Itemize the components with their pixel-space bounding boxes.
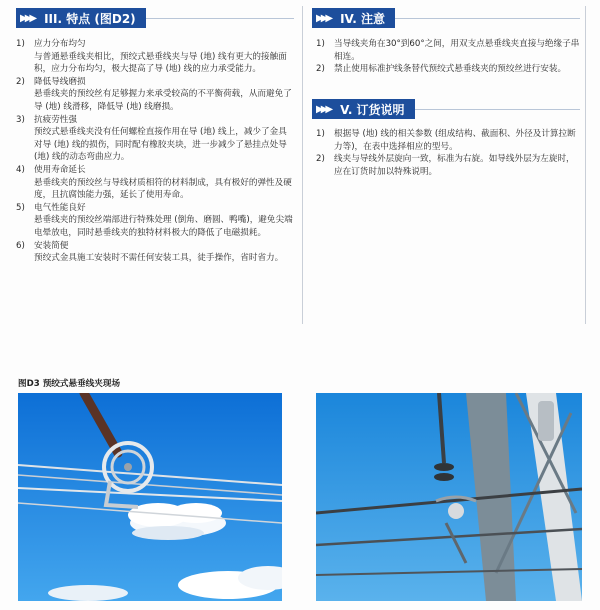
header-rule (395, 18, 580, 19)
list-item (16, 164, 294, 202)
item-number: 3) (16, 114, 25, 125)
right-border (585, 6, 586, 324)
header-rule (146, 18, 294, 19)
features-list (16, 38, 294, 265)
list-item (16, 202, 294, 240)
list-item (16, 76, 294, 114)
item-text: 线夹与导线外层旋向一致，标准为右旋。如导线外层为左旋时，应在订货时加以特殊说明。 (334, 154, 575, 177)
item-number: 5) (16, 202, 25, 213)
column-divider (302, 6, 303, 324)
features-title: III. 特点 (图D2) (44, 11, 136, 26)
item-text: 预绞式悬垂线夹没有任何螺栓直接作用在导 (地) 线上，减少了金具对导 (地) 线的损伤，同时配有橡胶夹块，进一步减少了悬挂点处导 (地) 线的动态弯曲应力。 (34, 127, 287, 163)
ordering-header (312, 99, 580, 119)
item-number: 2) (316, 154, 325, 165)
item-heading: 降低导线磨损 (34, 76, 86, 87)
chevrons-icon: ▶▶▶ (316, 12, 331, 24)
item-number: 1) (316, 39, 325, 49)
item-text: 禁止使用标准护线条替代预绞式悬垂线夹的预绞丝进行安装。 (334, 64, 567, 75)
ordering-list (316, 128, 582, 178)
list-item (16, 114, 294, 164)
ordering-title-box (312, 99, 415, 119)
features-title-box (16, 8, 146, 28)
list-item (16, 38, 294, 76)
notes-title: IV. 注意 (340, 11, 386, 26)
list-item (316, 63, 582, 76)
item-text: 悬垂线夹的预绞丝与导线材质相符的材料制成，具有极好的弹性及硬度，且抗腐蚀能力强，延长了使用寿命。 (34, 177, 292, 201)
list-item (316, 38, 582, 63)
item-text: 悬垂线夹的预绞丝端部进行特殊处理 (倒角、磨圆、鸭嘴)，避免尖端电晕放电，同时悬垂线夹的独特材料极大的降低了电磁损耗。 (34, 215, 293, 238)
item-number: 1) (316, 129, 325, 139)
site-photo-left (18, 393, 282, 601)
clamp-in-sky-image (18, 393, 282, 601)
item-number: 1) (16, 39, 25, 49)
item-text: 悬垂线夹的预绞丝有足够握力来承受较高的不平衡荷载，从而避免了导 (地) 线滑移，降低导 (地) 线磨损。 (34, 89, 292, 112)
list-item (316, 128, 582, 153)
item-heading: 应力分布均匀 (34, 39, 86, 49)
list-item (316, 153, 582, 178)
notes-header (312, 8, 580, 28)
clamp-on-tower-image (316, 393, 582, 601)
chevrons-icon: ▶▶▶ (20, 12, 35, 24)
chevrons-icon: ▶▶▶ (316, 103, 331, 115)
header-rule (415, 109, 580, 110)
item-number: 2) (316, 64, 325, 75)
item-text: 根据导 (地) 线的相关参数 (组成结构、截面积、外径及计算拉断力等)，在表中选择相应的型号。 (334, 129, 576, 152)
item-text: 与普通悬垂线夹相比，预绞式悬垂线夹与导 (地) 线有更大的接触面积，应力分布均匀，极大提高了导 (地) 线的应力承受能力。 (34, 51, 287, 75)
features-header (16, 8, 294, 28)
site-photo-right (316, 393, 582, 601)
item-heading: 电气性能良好 (34, 202, 86, 213)
list-item (16, 240, 294, 265)
item-number: 4) (16, 164, 25, 175)
item-heading: 抗疲劳性强 (34, 114, 77, 125)
notes-title-box (312, 8, 395, 28)
item-text: 预绞式金具施工安装时不需任何安装工具，徒手操作，省时省力。 (34, 253, 284, 264)
notes-list (316, 38, 582, 76)
item-text: 当导线夹角在30°到60°之间，用双支点悬垂线夹直接与绝缘子串相连。 (334, 39, 580, 62)
ordering-title: V. 订货说明 (340, 102, 405, 117)
item-number: 6) (16, 240, 25, 251)
item-heading: 使用寿命延长 (34, 164, 86, 175)
figure-caption: 图D3 预绞式悬垂线夹现场 (18, 379, 121, 389)
item-number: 2) (16, 76, 25, 87)
item-heading: 安装简便 (34, 240, 69, 251)
